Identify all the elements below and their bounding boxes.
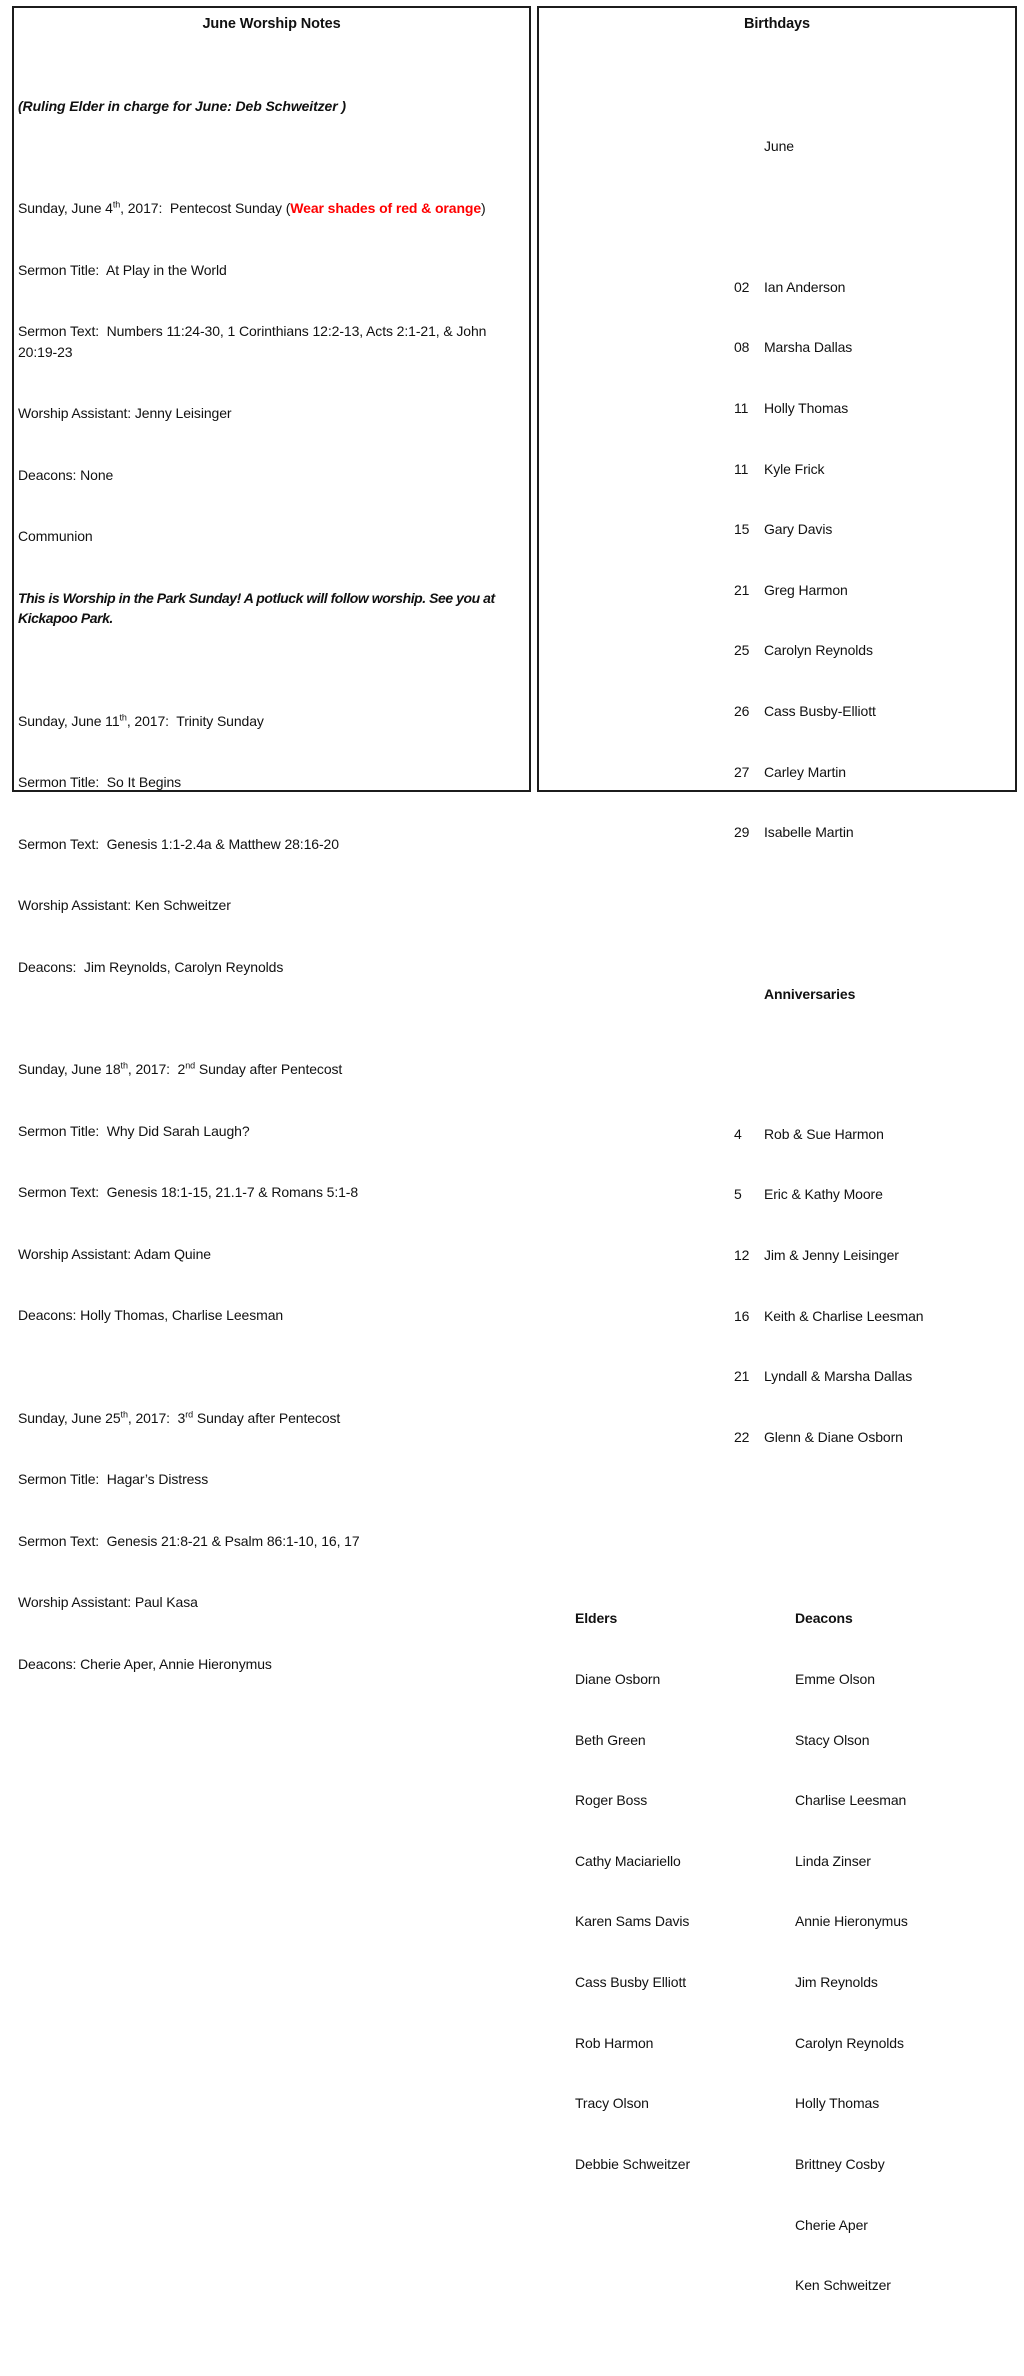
birthday-day: 08 [734, 339, 750, 356]
birthday-name: Marsha Dallas [764, 339, 853, 356]
anniversary-row [734, 1184, 1015, 1204]
anniversary-row [734, 1366, 1015, 1386]
birthday-day: 29 [734, 824, 750, 841]
birthday-name: Holly Thomas [764, 400, 849, 417]
anniversary-names: Rob & Sue Harmon [764, 1125, 884, 1142]
birthday-name: Isabelle Martin [764, 824, 854, 841]
deacons-line: Deacons: None [18, 466, 114, 483]
deacon-name: Linda Zinser [795, 1852, 871, 1869]
worship-notes-panel [12, 6, 531, 1672]
birthday-list [734, 236, 1015, 883]
birthday-row [734, 822, 1015, 842]
service-date-text: , 2017: Pentecost Sunday ( [120, 200, 291, 216]
deacons-line: Deacons: Jim Reynolds, Carolyn Reynolds [18, 958, 284, 975]
month-heading: June [764, 137, 794, 154]
birthday-row [734, 519, 1015, 539]
ordinal-superscript: th [112, 199, 121, 210]
sermon-text-line: Sermon Text: Numbers 11:24-30, 1 Corinthians 12:2-13, Acts 2:1-21, & John 20:19-23 [18, 323, 491, 360]
service-date-text: , 2017: 3 [127, 1409, 186, 1426]
deacon-name: Charlise Leesman [795, 1792, 907, 1809]
elder-name: Roger Boss [575, 1792, 648, 1809]
dress-code-highlight: Wear shades of red & orange [290, 200, 482, 216]
birthday-name: Cass Busby-Elliott [764, 703, 876, 720]
ordinal-superscript: th [120, 1408, 128, 1419]
elder-name: Cathy Maciariello [575, 1852, 681, 1869]
service-date-text: Sunday, June 25 [18, 1409, 121, 1426]
service-date-text: Sunday, June 18 [18, 1061, 121, 1077]
ordinal-superscript: th [119, 711, 127, 722]
deacon-name: Ken Schweitzer [795, 2277, 891, 2294]
elder-name: Tracy Olson [575, 2095, 649, 2112]
birthday-row [734, 701, 1015, 721]
service-date-line [18, 1408, 521, 1429]
anniversary-day: 16 [734, 1307, 750, 1324]
birthday-day: 25 [734, 642, 750, 659]
birthday-row [734, 277, 1015, 297]
deacon-name: Emme Olson [795, 1671, 875, 1688]
anniversary-names: Glenn & Diane Osborn [764, 1428, 903, 1445]
anniversary-row [734, 1306, 1015, 1326]
ordinal-superscript: nd [185, 1060, 196, 1071]
birthday-name: Kyle Frick [764, 460, 825, 477]
worship-notes-title: June Worship Notes [202, 16, 341, 32]
deacon-name: Stacy Olson [795, 1731, 870, 1748]
anniversary-day: 21 [734, 1368, 750, 1385]
service-date-line [18, 198, 521, 219]
birthday-name: Gary Davis [764, 521, 833, 538]
birthday-row [734, 762, 1015, 782]
park-note: This is Worship in the Park Sunday! A potluck will follow worship. See you at Kickapoo Park. [18, 589, 499, 626]
birthday-day: 26 [734, 703, 750, 720]
sermon-title-line: Sermon Title: Why Did Sarah Laugh? [18, 1122, 250, 1139]
birthdays-panel [537, 6, 1017, 2294]
anniversary-row [734, 1427, 1015, 1447]
birthday-row [734, 337, 1015, 357]
anniversary-names: Jim & Jenny Leisinger [764, 1246, 899, 1263]
anniversary-day: 22 [734, 1428, 750, 1445]
worship-assistant-line: Worship Assistant: Adam Quine [18, 1245, 211, 1262]
deacons-line: Deacons: Holly Thomas, Charlise Leesman [18, 1307, 284, 1323]
birthday-row [734, 640, 1015, 660]
elder-name: Debbie Schweitzer [575, 2155, 691, 2172]
deacons-heading: Deacons [795, 1610, 853, 1627]
birthday-day: 02 [734, 278, 750, 295]
service-date-text: Sunday after Pentecost [193, 1409, 341, 1426]
anniversary-day: 5 [734, 1186, 742, 1203]
deacon-name: Annie Hieronymus [795, 1913, 908, 1930]
communion-line: Communion [18, 528, 93, 544]
anniversary-list [734, 1083, 1015, 1487]
birthday-day: 21 [734, 581, 750, 598]
elder-name: Diane Osborn [575, 1671, 661, 1688]
service-date-text: ) [481, 200, 486, 216]
birthday-day: 11 [734, 460, 749, 477]
anniversary-names: Lyndall & Marsha Dallas [764, 1368, 913, 1385]
elders-heading: Elders [575, 1610, 618, 1627]
elder-name: Beth Green [575, 1731, 646, 1748]
birthday-name: Carley Martin [764, 763, 846, 780]
worship-assistant-line: Worship Assistant: Paul Kasa [18, 1594, 198, 1610]
elder-name: Rob Harmon [575, 2034, 654, 2051]
deacons-line: Deacons: Cherie Aper, Annie Hieronymus [18, 1655, 272, 1672]
worship-assistant-line: Worship Assistant: Ken Schweitzer [18, 897, 231, 913]
sermon-title-line: Sermon Title: At Play in the World [18, 261, 227, 278]
service-date-line [18, 1059, 521, 1080]
anniversary-row [734, 1124, 1015, 1144]
anniversary-names: Keith & Charlise Leesman [764, 1307, 924, 1324]
birthday-row [734, 459, 1015, 479]
service-date-line [18, 711, 521, 732]
deacon-name: Holly Thomas [795, 2095, 880, 2112]
birthday-row [734, 398, 1015, 418]
birthdays-title: Birthdays [744, 16, 810, 32]
service-date-text: Sunday, June 11 [18, 712, 120, 729]
service-date-text: Sunday after Pentecost [195, 1061, 343, 1077]
anniversary-day: 12 [734, 1246, 750, 1263]
ordinal-superscript: th [120, 1060, 128, 1071]
birthdays-body [539, 34, 1015, 2376]
anniversary-day: 4 [734, 1125, 742, 1142]
birthday-day: 11 [734, 400, 749, 417]
anniversary-row [734, 1245, 1015, 1265]
anniversaries-heading: Anniversaries [764, 985, 856, 1002]
deacon-name: Brittney Cosby [795, 2155, 885, 2172]
sermon-text-line: Sermon Text: Genesis 21:8-21 & Psalm 86:1-10, 16, 17 [18, 1532, 360, 1549]
birthday-day: 15 [734, 521, 750, 538]
deacon-name: Carolyn Reynolds [795, 2034, 904, 2051]
elder-name: Karen Sams Davis [575, 1913, 690, 1930]
officers-section [575, 1568, 1015, 2336]
birthday-day: 27 [734, 763, 750, 780]
sermon-text-line: Sermon Text: Genesis 18:1-15, 21.1-7 & Romans 5:1-8 [18, 1184, 359, 1200]
deacon-name: Cherie Aper [795, 2216, 868, 2233]
anniversary-names: Eric & Kathy Moore [764, 1186, 883, 1203]
ruling-elder-note: (Ruling Elder in charge for June: Deb Schweitzer ) [18, 97, 346, 114]
elder-name: Cass Busby Elliott [575, 1974, 687, 1991]
worship-notes-body [14, 34, 529, 1715]
service-date-text: , 2017: 2 [127, 1061, 186, 1077]
birthday-name: Ian Anderson [764, 278, 846, 295]
birthday-name: Greg Harmon [764, 581, 848, 598]
service-date-text: , 2017: Trinity Sunday [126, 712, 264, 729]
elders-list [575, 1568, 795, 2336]
ordinal-superscript: rd [185, 1408, 194, 1419]
birthday-row [734, 580, 1015, 600]
worship-assistant-line: Worship Assistant: Jenny Leisinger [18, 405, 232, 421]
sermon-text-line: Sermon Text: Genesis 1:1-2.4a & Matthew 28:16-20 [18, 835, 339, 852]
birthday-name: Carolyn Reynolds [764, 642, 873, 659]
deacon-name: Jim Reynolds [795, 1974, 878, 1991]
sermon-title-line: Sermon Title: Hagar’s Distress [18, 1471, 209, 1487]
service-date-text: Sunday, June 4 [18, 200, 113, 216]
sermon-title-line: Sermon Title: So It Begins [18, 774, 182, 790]
deacons-list [795, 1568, 908, 2336]
